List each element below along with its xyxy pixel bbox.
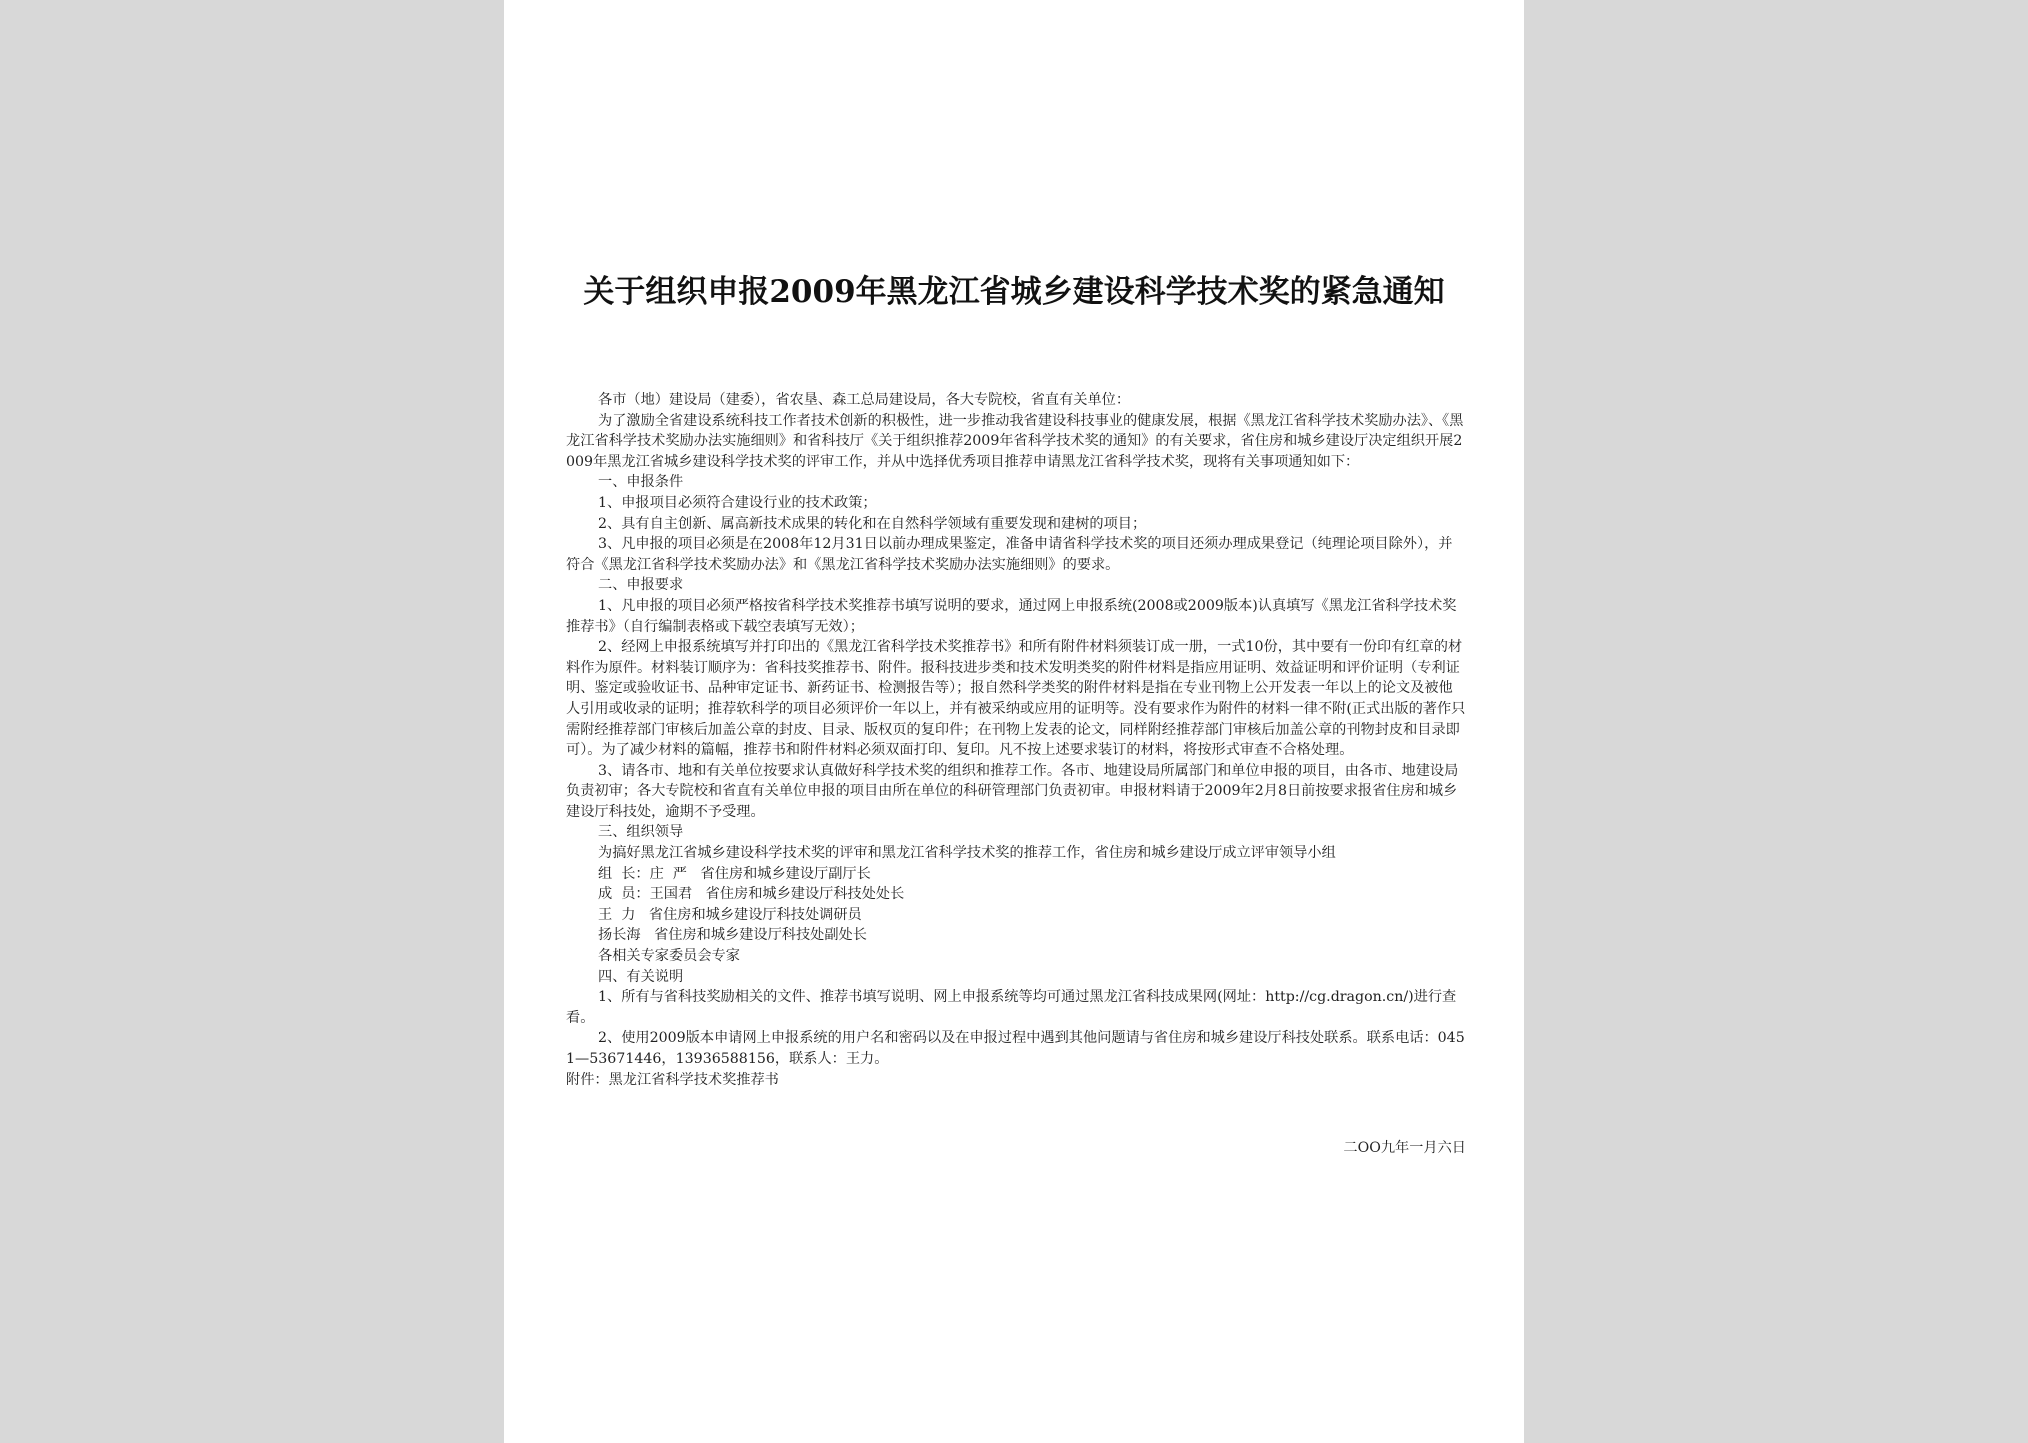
document-paragraph: 各相关专家委员会专家 — [598, 948, 740, 965]
document-paragraph: 附件：黑龙江省科学技术奖推荐书 — [566, 1071, 779, 1088]
document-paragraph: 四、有关说明 — [598, 968, 684, 985]
document-paragraph: 成 员：王国君 省住房和城乡建设厅科技处处长 — [598, 886, 905, 903]
document-paragraph: 1、申报项目必须符合建设行业的技术政策； — [598, 494, 877, 511]
document-paragraph: 一、申报条件 — [598, 474, 684, 491]
document-paragraph: 为了激励全省建设系统科技工作者技术创新的积极性，进一步推动我省建设科技事业的健康发展，根据《黑龙江省科学技术奖励办法》、《黑龙江省科学技术奖励办法实施细则》和省科技厅《关于组织推荐2009年省科学技术奖的通知》的有关要求，省住房和城乡建设厅决定组织开展2009年黑龙江省城乡建设科学技术奖的评审工作，并从中选择优秀项目推荐申请黑龙江省科学技术奖，现将有关事项通知如下： — [566, 412, 1464, 470]
document-date: 二OO九年一月六日 — [1343, 1140, 1466, 1156]
document-paragraph: 组 长：庄 严 省住房和城乡建设厅副厅长 — [598, 865, 871, 882]
document-paragraph: 3、请各市、地和有关单位按要求认真做好科学技术奖的组织和推荐工作。各市、地建设局所属部门和单位申报的项目，由各市、地建设局负责初审；各大专院校和省直有关单位申报的项目由所在单位的科研管理部门负责初审。申报材料请于2009年2月8日前按要求报省住房和城乡建设厅科技处，逾期不予受理。 — [566, 762, 1459, 820]
document-paragraph: 1、所有与省科技奖励相关的文件、推荐书填写说明、网上申报系统等均可通过黑龙江省科技成果网(网址：http://cg.dragon.cn/)进行查看。 — [566, 989, 1457, 1026]
document-page — [504, 0, 1524, 1443]
document-paragraph: 三、组织领导 — [598, 824, 684, 841]
document-paragraph: 二、申报要求 — [598, 577, 684, 594]
document-paragraph: 为搞好黑龙江省城乡建设科学技术奖的评审和黑龙江省科学技术奖的推荐工作，省住房和城乡建设厅成立评审领导小组 — [598, 845, 1336, 862]
document-paragraph: 王 力 省住房和城乡建设厅科技处调研员 — [598, 906, 862, 923]
document-paragraph: 2、具有自主创新、属高新技术成果的转化和在自然科学领域有重要发现和建树的项目； — [598, 515, 1147, 532]
document-paragraph: 各市（地）建设局（建委），省农垦、森工总局建设局，各大专院校，省直有关单位： — [598, 392, 1131, 408]
document-paragraph: 扬长海 省住房和城乡建设厅科技处副处长 — [598, 927, 867, 944]
document-paragraph: 2、使用2009版本申请网上申报系统的用户名和密码以及在申报过程中遇到其他问题请与省住房和城乡建设厅科技处联系。联系电话：0451—53671446，13936588156，联系人：王力。 — [566, 1030, 1465, 1067]
document-paragraph: 1、凡申报的项目必须严格按省科学技术奖推荐书填写说明的要求，通过网上申报系统(2008或2009版本)认真填写《黑龙江省科学技术奖推荐书》（自行编制表格或下载空表填写无效）； — [566, 597, 1457, 635]
document-body — [566, 390, 1466, 1090]
document-title: 关于组织申报2009年黑龙江省城乡建设科学技术奖的紧急通知 — [583, 274, 1445, 310]
document-paragraph: 2、经网上申报系统填写并打印出的《黑龙江省科学技术奖推荐书》和所有附件材料须装订成一册，一式10份，其中要有一份印有红章的材料作为原件。材料装订顺序为：省科技奖推荐书、附件。报科技进步类和技术发明类奖的附件材料是指应用证明、效益证明和评价证明（专利证明、鉴定或验收证书、品种审定证书、新药证书、检测报告等）；报自然科学类奖的附件材料是指在专业刊物上公开发表一年以上的论文及被他人引用或收录的证明；推荐软科学的项目必须评价一年以上，并有被采纳或应用的证明等。没有要求作为附件的材料一律不附(正式出版的著作只需附经推荐部门审核后加盖公章的封皮、目录、版权页的复印件；在刊物上发表的论文，同样附经推荐部门审核后加盖公章的刊物封皮和目录即可）。为了减少材料的篇幅，推荐书和附件材料必须双面打印、复印。凡不按上述要求装订的材料，将按形式审查不合格处理。 — [566, 639, 1466, 759]
document-paragraph: 3、凡申报的项目必须是在2008年12月31日以前办理成果鉴定，准备申请省科学技术奖的项目还须办理成果登记（纯理论项目除外），并符合《黑龙江省科学技术奖励办法》和《黑龙江省科学技术奖励办法实施细则》的要求。 — [566, 536, 1453, 573]
